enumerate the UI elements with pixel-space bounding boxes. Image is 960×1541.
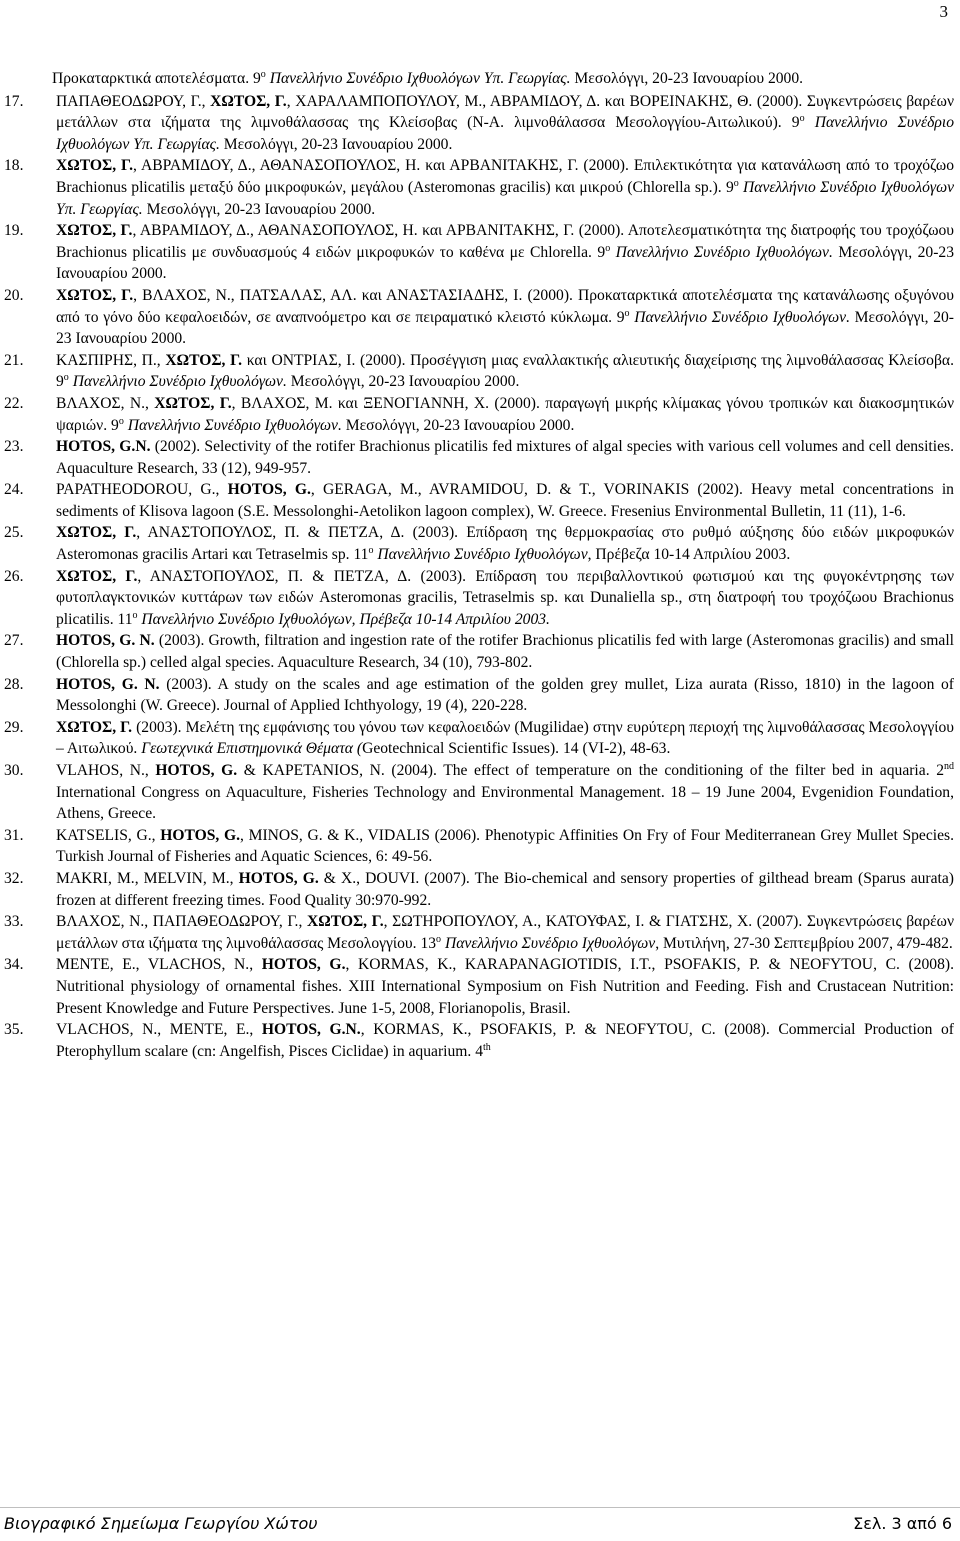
entry-number: 22. (4, 394, 24, 412)
text-segment: International Congress on Aquaculture, Fisheries Technology and Environmental Management. 18 – 19 June 2004, Evgenidion Foundation, Athens, Greece. (56, 783, 954, 823)
publication-entry (4, 566, 955, 631)
text-segment: , KORMAS, K., PSOFAKIS, P. & NEOFYTOU, C. (2008). Commercial Production of Pterophyllum scalare (cn: Angelfish, Pisces Ciclidae) in aquarium. 4 (56, 1021, 954, 1060)
entry-number: 23. (4, 438, 24, 456)
text-segment: Πανελλήνιο Συνέδριο Ιχθυολόγων Υπ. Γεωργίας. (56, 114, 954, 153)
text-segment: Geotechnical Scientific Issues). 14 (VI-2), 48-63. (362, 740, 671, 758)
text-segment: (2003). Μελέτη της εμφάνισης του γόνου των κεφαλοειδών (Mugilidae) στην ευρύτερη περιοχή της λιμνοθάλασσας Μεσολογγίου – Αιτωλικού. (56, 718, 955, 758)
text-segment: Πανελλήνιο Συνέδριο Ιχθυολόγων Υπ. Γεωργίας. (56, 178, 955, 218)
superscript: ο (624, 307, 630, 319)
author-highlight: HOTOS, G. N. (56, 675, 160, 693)
entry-number: 27. (4, 632, 24, 650)
author-highlight: HOTOS, G. (238, 869, 319, 887)
text-segment: , KORMAS, K., KARAPANAGIOTIDIS, I.T., PSOFAKIS, P. & NEOFYTOU, C. (2008). Nutritional physiology of ornamental fishes. XIII International Symposium on Fish Nutrition and Feeding. Fish and Crustacean Nutrition: Present Knowledge and Future Perspectives. June 1-5, 2008, Florianopolis, Brasil. (56, 956, 954, 1017)
entry-text (56, 1019, 954, 1062)
text-segment: Πανελλήνιο Συνέδριο Ιχθυολόγων. (610, 243, 833, 261)
text-segment: & X., DOUVI. (2007). The Bio-chemical and sensory properties of gilthead bream (Sparus aurata) frozen at different freezing times. Food Quality 30:970-992. (56, 869, 954, 909)
superscript: ο (132, 609, 138, 621)
author-highlight: ΧΩΤΟΣ, Γ. (56, 286, 134, 304)
text-segment: Πανελλήνιο Συνέδριο Ιχθυολόγων (441, 934, 656, 952)
superscript: ο (118, 415, 124, 427)
text-segment: , ΑΒΡΑΜΙΔΟΥ, Δ., ΑΘΑΝΑΣΟΠΟΥΛΟΣ, Η. και ΑΡΒΑΝΙΤΑΚΗΣ, Γ. (2000). Αποτελεσματικότητα της διατροφής του τροχόζωου Brachionus plicatilis με συνδυασμούς 4 ειδών μικροφυκών το καθένα με Chlorella. 9 (56, 222, 954, 261)
text-segment: , Μυτιλήνη, 27-30 Σεπτεμβρίου 2007, 479-482. (655, 934, 953, 952)
superscript: nd (944, 760, 954, 772)
text-segment: (2002). Selectivity of the rotifer Brachionus plicatilis fed mixtures of algal species with various cell volumes and cell densities. Aquaculture Research, 33 (12), 949-957. (56, 438, 954, 477)
text-segment: Μεσολόγγι, 20-23 Ιανουαρίου 2000. (286, 373, 520, 391)
text-segment: , Πρέβεζα 10-14 Απριλίου 2003. (587, 546, 791, 564)
text-segment: & KAPETANIOS, N. (2004). The effect of temperature on the conditioning of the filter bed in aquaria. 2 (237, 762, 944, 779)
text-segment: Μεσολόγγι, 20-23 Ιανουαρίου 2000. (56, 243, 954, 283)
entry-text (56, 630, 954, 673)
entry-text (56, 868, 954, 911)
publication-entry (4, 630, 955, 673)
entry-text (56, 155, 954, 220)
text-segment: Προκαταρκτικά αποτελέσματα. 9 (52, 70, 261, 87)
text-segment: VLACHOS, N., MENTE, E., (56, 1021, 262, 1039)
text-segment: ΚΑΣΠΙΡΗΣ, Π., (56, 351, 166, 369)
author-highlight: ΧΩΤΟΣ, Γ. (56, 567, 138, 585)
superscript: ο (368, 544, 374, 556)
text-segment: και ΟΝΤΡΙΑΣ, Ι. (2000). Προσέγγιση μιας εναλλακτικής αλιευτικής διαχείρισης της λιμνοθάλασσας Κλείσοβα. 9 (56, 351, 954, 391)
entry-number: 18. (4, 157, 24, 175)
text-segment: (2003). A study on the scales and age estimation of the golden grey mullet, Liza aurata (Risso, 1810) in the lagoon of Messolonghi (W. Greece). Journal of Applied Ichthyology, 19 (4), 220-228. (56, 675, 954, 715)
superscript: th (483, 1041, 491, 1053)
text-segment: Πανελλήνιο Συνέδριο Ιχθυολόγων Υπ. Γεωργίας. (265, 70, 571, 87)
entry-text (56, 717, 954, 760)
publication-entry (4, 674, 954, 717)
entry-text (56, 566, 954, 631)
entry-text (56, 522, 954, 565)
entry-text (56, 911, 954, 954)
text-segment: , ΧΑΡΑΛΑΜΠΟΠΟΥΛΟΥ, Μ., ΑΒΡΑΜΙΔΟΥ, Δ. και ΒΟΡΕΙΝΑΚΗΣ, Θ. (2000). Συγκεντρώσεις βαρέων μετάλλων στα ιζήματα της λιμνοθάλασσας της Κλείσοβας (N-A. λιμνοθάλασσα Μεσολογγίου-Αιτωλικού). 9 (56, 92, 954, 132)
entry-number: 21. (4, 351, 24, 369)
continued-entry-text (52, 68, 954, 90)
publication-entry (4, 350, 954, 393)
text-segment: Μεσολόγγι, 20-23 Ιανουαρίου 2000. (219, 135, 453, 153)
text-segment: Πανελλήνιο Συνέδριο Ιχθυολόγων (373, 546, 588, 564)
publication-entry (4, 436, 954, 479)
text-segment: PAPATHEODOROU, G., (56, 481, 228, 499)
superscript: ο (260, 68, 266, 80)
text-segment: , ΒΛΑΧΟΣ, Ν., ΠΑΤΣΑΛΑΣ, ΑΛ. και ΑΝΑΣΤΑΣΙΑΔΗΣ, Ι. (2000). Προκαταρκτικά αποτελέσματα της κατανάλωσης οξυγόνου από το γόνο δύο κεφαλοειδών, σε αναπνοόμετρο και σε πειραματικό κλειστό κύκλωμα. 9 (56, 286, 954, 326)
entry-number: 24. (4, 481, 24, 499)
entry-number: 17. (4, 92, 24, 110)
author-highlight: ΧΩΤΟΣ, Γ. (165, 351, 243, 369)
footer-page-indicator: Σελ. 3 από 6 (853, 1514, 952, 1533)
entry-text (56, 220, 954, 285)
text-segment: ΒΛΑΧΟΣ, Ν., (56, 394, 155, 412)
publication-list (4, 68, 955, 1062)
text-segment: , ΑΒΡΑΜΙΔΟΥ, Δ., ΑΘΑΝΑΣΟΠΟΥΛΟΣ, Η. και ΑΡΒΑΝΙΤΑΚΗΣ, Γ. (2000). Επιλεκτικότητα για κατανάλωση από το τροχόζωο Brachionus plicatilis μεταξύ δύο μικροφυκών, μεγάλου (Asteromonas gracilis) και μικρού (Chlorella sp.). 9 (56, 157, 954, 196)
superscript: ο (799, 113, 805, 124)
publication-entry (4, 717, 955, 760)
text-segment: (2003). Growth, filtration and ingestion rate of the rotifer Brachionus plicatilis fed with large (Asteromonas gracilis) and small (Chlorella sp.) celled algal species. Aquaculture Research, 34 (10), 793-802. (56, 632, 955, 672)
superscript: ο (436, 933, 442, 945)
author-highlight: ΧΩΤΟΣ, Γ. (210, 92, 287, 110)
text-segment: Πανελλήνιο Συνέδριο Ιχθυολόγων. (68, 373, 287, 391)
author-highlight: ΧΩΤΟΣ, Γ. (56, 524, 137, 542)
entry-number: 20. (4, 286, 24, 304)
author-highlight: ΧΩΤΟΣ, Γ. (56, 157, 133, 175)
entry-text (56, 393, 954, 436)
text-segment: MAKRI, M., MELVIN, M., (56, 869, 239, 887)
text-segment: Μεσολόγγι, 20-23 Ιανουαρίου 2000. (56, 308, 954, 348)
publication-entry (4, 954, 954, 1019)
entry-number: 25. (4, 524, 24, 542)
publication-entry (4, 285, 954, 350)
publication-entry (4, 868, 954, 911)
publication-entry (4, 911, 954, 954)
publication-entry (4, 393, 955, 436)
publication-entry (4, 825, 955, 868)
entry-number: 29. (4, 718, 24, 736)
superscript: ο (605, 242, 611, 254)
entry-number: 33. (4, 913, 24, 931)
entry-text (56, 674, 954, 717)
author-highlight: HOTOS, G. (227, 481, 311, 499)
entry-number: 35. (4, 1021, 24, 1039)
text-segment: , ΑΝΑΣΤΟΠΟΥΛΟΣ, Π. & ΠΕΤΖΑ, Δ. (2003). Επίδραση της θερμοκρασίας στο ρυθμό αύξησης δύο ειδών μικροφυκών Asteromonas gracilis Artari και Tetraselmis sp. 11 (56, 524, 954, 564)
author-highlight: HOTOS, G. (160, 826, 241, 844)
text-segment: VLAHOS, N., (56, 762, 156, 779)
superscript: ο (63, 372, 69, 384)
publication-entry (4, 155, 955, 220)
entry-text (56, 350, 954, 393)
entry-number: 31. (4, 826, 24, 844)
entry-number: 30. (4, 762, 24, 779)
entry-text (56, 479, 954, 522)
publication-entry (4, 1019, 954, 1062)
publication-entry (4, 91, 954, 156)
entry-text (56, 285, 954, 350)
text-segment: KATSELIS, G., (56, 826, 161, 844)
text-segment: , ΒΛΑΧΟΣ, Μ. και ΞΕΝΟΓΙΑΝΝΗ, Χ. (2000). παραγωγή μικρής κλίμακας γόνου τροπικών και διακοσμητικών ψαριών. 9 (56, 394, 955, 434)
text-segment: , ΑΝΑΣΤΟΠΟΥΛΟΣ, Π. & ΠΕΤΖΑ, Δ. (2003). Επίδραση του περιβαλλοντικού φωτισμού και της φυγοκέντρησης των φυτοπλαγκτονικών κυττάρων των ειδών Asteromonas gracilis, Tetraselmis sp. και Dunaliella sp., στη διατροφή του τροχόζωου Brachionus plicatilis. 11 (56, 567, 955, 628)
author-highlight: HOTOS, G.N. (56, 438, 151, 456)
text-segment: Μεσολόγγι, 20-23 Ιανουαρίου 2000. (341, 416, 575, 434)
entry-text (56, 825, 954, 868)
text-segment: Μεσολόγγι, 20-23 Ιανουαρίου 2000. (142, 200, 376, 218)
text-segment: ΠΑΠΑΘΕΟΔΩΡΟΥ, Γ., (56, 92, 211, 110)
entry-number: 32. (4, 869, 24, 887)
entry-number: 28. (4, 675, 24, 693)
entry-text (56, 436, 954, 479)
author-highlight: HOTOS, G.N. (261, 1021, 361, 1039)
text-segment: , ΣΩΤΗΡΟΠΟΥΛΟΥ, Α., ΚΑΤΟΥΦΑΣ, Ι. & ΓΙΑΤΣΗΣ, Χ. (2007). Συγκεντρώσεις βαρέων μετάλλων στα ιζήματα της λιμνοθάλασσας Μεσολογγίου. 13 (56, 913, 954, 952)
text-segment: Μεσολόγγι, 20-23 Ιανουαρίου 2000. (570, 70, 804, 87)
author-highlight: HOTOS, G. (155, 762, 238, 779)
author-highlight: ΧΩΤΟΣ, Γ. (154, 394, 232, 412)
author-highlight: HOTOS, G. N. (56, 632, 155, 650)
text-segment: Πανελλήνιο Συνέδριο Ιχθυολόγων. (629, 308, 850, 326)
author-highlight: HOTOS, G. (261, 956, 346, 974)
publication-entry (4, 522, 954, 565)
entry-text (56, 760, 954, 825)
publication-entry (4, 220, 954, 285)
entry-text (56, 954, 954, 1019)
entry-number: 34. (4, 956, 24, 974)
footer-rule (0, 1507, 960, 1508)
text-segment: , MINOS, G. & K., VIDALIS (2006). Phenotypic Affinities On Fry of Four Mediterranean Grey Mullet Species. Turkish Journal of Fisheries and Aquatic Sciences, 6: 49-56. (56, 826, 955, 866)
author-highlight: ΧΩΤΟΣ, Γ. (306, 913, 384, 931)
author-highlight: ΧΩΤΟΣ, Γ. (56, 718, 133, 736)
author-highlight: ΧΩΤΟΣ, Γ. (56, 222, 133, 240)
text-segment: ΒΛΑΧΟΣ, Ν., ΠΑΠΑΘΕΟΔΩΡΟΥ, Γ., (56, 913, 307, 931)
text-segment: , GERAGA, M., AVRAMIDOU, D. & T., VORINAKIS (2002). Heavy metal concentrations in sediments of Klisova lagoon (S.E. Messolonghi-Aetolikon lagoon complex), W. Greece. Fresenius Environmental Bulletin, 11 (11), 1-6. (56, 481, 954, 520)
footer-title: Βιογραφικό Σημείωμα Γεωργίου Χώτου (4, 1514, 318, 1533)
entry-text (56, 91, 954, 156)
page-number: 3 (939, 2, 948, 21)
text-segment: Πανελλήνιο Συνέδριο Ιχθυολόγων, Πρέβεζα 10-14 Απριλίου 2003. (137, 610, 550, 628)
superscript: ο (733, 177, 739, 189)
text-segment: Γεωτεχνικά Επιστημονικά Θέματα ( (141, 740, 363, 758)
entry-number: 26. (4, 567, 24, 585)
entry-number: 19. (4, 222, 24, 240)
entries-container (4, 91, 955, 1063)
publication-entry (4, 479, 954, 522)
publication-entry (4, 760, 954, 825)
text-segment: MENTE, E., VLACHOS, N., (56, 956, 262, 974)
text-segment: Πανελλήνιο Συνέδριο Ιχθυολόγων. (123, 416, 342, 434)
